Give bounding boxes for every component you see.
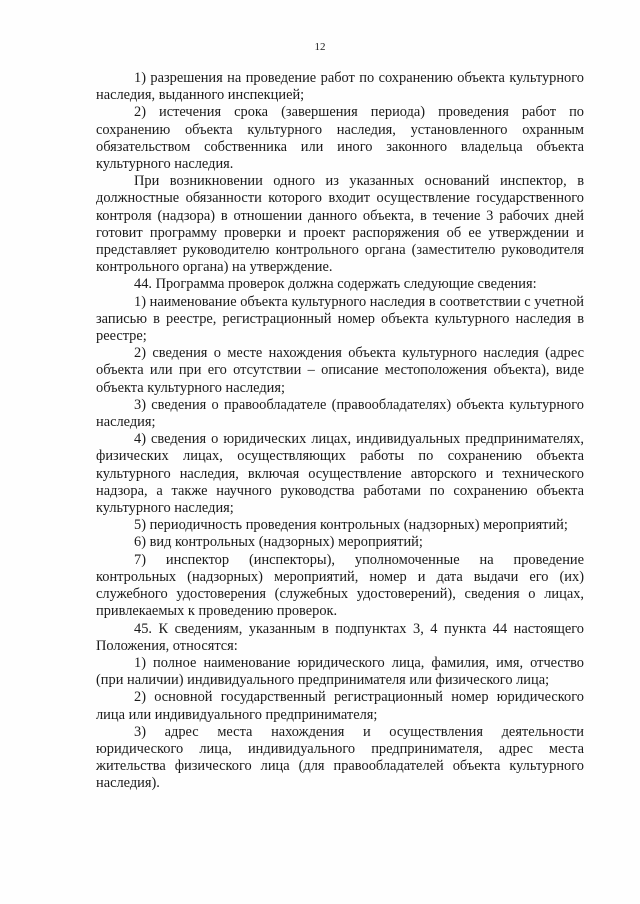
- paragraph-section-44: 44. Программа проверок должна содержать следующие сведения:: [134, 276, 537, 293]
- paragraph-item-1-permit: 1) разрешения на проведение работ по сохранению объекта культурного наследия, выданного инспекцией;: [96, 70, 584, 104]
- paragraph-section-45: 45. К сведениям, указанным в подпунктах 3, 4 пункта 44 настоящего Положения, относятся:: [96, 620, 584, 654]
- paragraph-44-item-3: 3) сведения о правообладателе (правообладателях) объекта культурного наследия;: [96, 396, 584, 431]
- paragraph-item-2-term-expiry: 2) истечения срока (завершения периода) проведения работ по сохранению объекта культурного наследия, установленного охранным обязательством собственника или иного законного владельца объекта культурного наследия.: [96, 104, 584, 173]
- paragraph-44-item-6: 6) вид контрольных (надзорных) мероприятий;: [134, 534, 423, 551]
- paragraph-45-item-3: 3) адрес места нахождения и осуществления деятельности юридического лица, индивидуального предпринимателя, адрес места жительства физического лица (для правообладателей объекта культурного наследия).: [96, 723, 584, 792]
- paragraph-44-item-7: 7) инспектор (инспекторы), уполномоченные на проведение контрольных (надзорных) мероприятий, номер и дата выдачи его (их) служебного удостоверения (служебных удостоверений), сведения о лицах, привлекаемых к проведению проверок.: [96, 551, 584, 620]
- paragraph-45-item-2: 2) основной государственный регистрационный номер юридического лица или индивидуального предпринимателя;: [96, 689, 584, 723]
- document-body: [96, 70, 584, 793]
- paragraph-44-item-5: 5) периодичность проведения контрольных (надзорных) мероприятий;: [134, 517, 568, 534]
- paragraph-inspector-procedure: При возникновении одного из указанных оснований инспектор, в должностные обязанности которого входит осуществление государственного контроля (надзора) в отношении данного объекта, в течение 3 рабочих дней готовит программу проверки и проект распоряжения об ее утверждении и представляет руководителю контрольного органа (заместителю руководителя контрольного органа) на утверждение.: [96, 173, 584, 276]
- page-number: 12: [314, 41, 326, 53]
- paragraph-44-item-1: 1) наименование объекта культурного наследия в соответствии с учетной записью в реестре, регистрационный номер объекта культурного наследия в реестре;: [96, 293, 584, 345]
- paragraph-44-item-4: 4) сведения о юридических лицах, индивидуальных предпринимателях, физических лицах, осуществляющих работы по сохранению объекта культурного наследия, включая осуществление авторского и технического надзора, а также научного руководства работами по сохранению объекта культурного наследия;: [96, 431, 584, 517]
- paragraph-45-item-1: 1) полное наименование юридического лица, фамилия, имя, отчество (при наличии) индивидуального предпринимателя или физического лица;: [96, 654, 584, 689]
- paragraph-44-item-2: 2) сведения о месте нахождения объекта культурного наследия (адрес объекта или при его отсутствии – описание местоположения объекта), виде объекта культурного наследия;: [96, 345, 584, 396]
